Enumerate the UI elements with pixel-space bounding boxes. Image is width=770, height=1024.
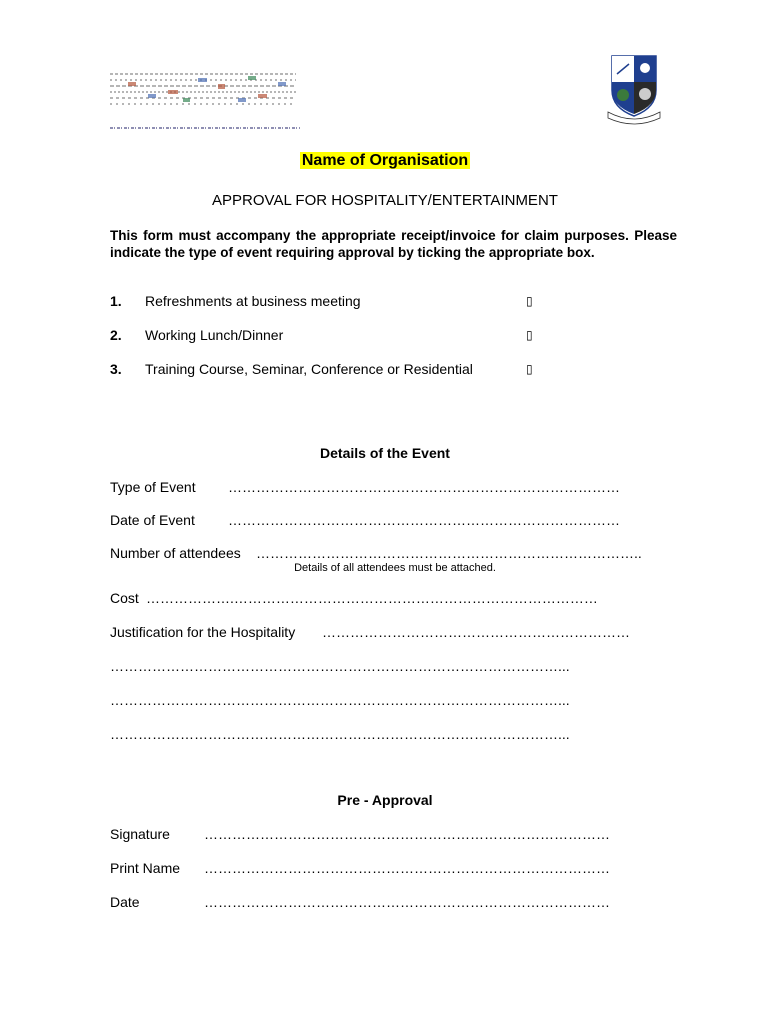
option-2-label: Working Lunch/Dinner	[145, 327, 284, 343]
date-of-event-field[interactable]: …………………………………………………………………………	[228, 512, 620, 528]
signature-label: Signature	[110, 826, 170, 842]
date-field[interactable]: ……………………………………………………………………………	[204, 894, 610, 910]
pre-approval-heading: Pre - Approval	[337, 792, 433, 808]
print-name-field[interactable]: ……………………………………………………………………………	[204, 860, 610, 876]
option-3-number: 3.	[110, 361, 122, 377]
option-3-checkbox[interactable]: ▯	[526, 362, 533, 376]
type-of-event-field[interactable]: …………………………………………………………………………	[228, 479, 620, 495]
form-title: APPROVAL FOR HOSPITALITY/ENTERTAINMENT	[212, 192, 558, 209]
option-1-label: Refreshments at business meeting	[145, 293, 361, 309]
cost-field[interactable]: ……………….……………………………………………………………………	[146, 590, 598, 606]
option-1-number: 1.	[110, 293, 122, 309]
signature-field[interactable]: ……………………………………………………………………………	[204, 826, 610, 842]
justification-label: Justification for the Hospitality	[110, 624, 296, 640]
type-of-event-label: Type of Event	[110, 479, 196, 495]
print-name-label: Print Name	[110, 860, 181, 876]
date-of-event-label: Date of Event	[110, 512, 195, 528]
justification-field[interactable]: …………………………………………………………	[322, 624, 630, 640]
date-label: Date	[110, 894, 140, 910]
option-3-label: Training Course, Seminar, Conference or Residential	[145, 361, 473, 377]
number-of-attendees-label: Number of attendees	[110, 545, 241, 561]
institution-logo	[108, 68, 303, 136]
crest-icon	[604, 50, 664, 128]
number-of-attendees-field[interactable]: ………………………………………………………………………..	[256, 545, 642, 561]
logo-graphic-icon	[108, 68, 303, 136]
justification-line-4[interactable]: ……………………………………………………………………………………...	[110, 726, 570, 742]
option-1-checkbox[interactable]: ▯	[526, 294, 533, 308]
justification-line-2[interactable]: ……………………………………………………………………………………...	[110, 658, 570, 674]
justification-line-3[interactable]: ……………………………………………………………………………………...	[110, 692, 570, 708]
cost-label: Cost	[110, 590, 139, 606]
option-2-checkbox[interactable]: ▯	[526, 328, 533, 342]
attendees-note: Details of all attendees must be attached.	[294, 562, 496, 574]
organisation-name	[0, 152, 770, 170]
event-details-heading: Details of the Event	[320, 445, 450, 461]
organisation-name-text: Name of Organisation	[301, 152, 469, 169]
intro-text: This form must accompany the appropriate receipt/invoice for claim purposes. Please indicate the type of event requiring approval by ticking the appropriate box.	[110, 228, 677, 260]
option-2-number: 2.	[110, 327, 122, 343]
institution-crest	[604, 50, 664, 128]
